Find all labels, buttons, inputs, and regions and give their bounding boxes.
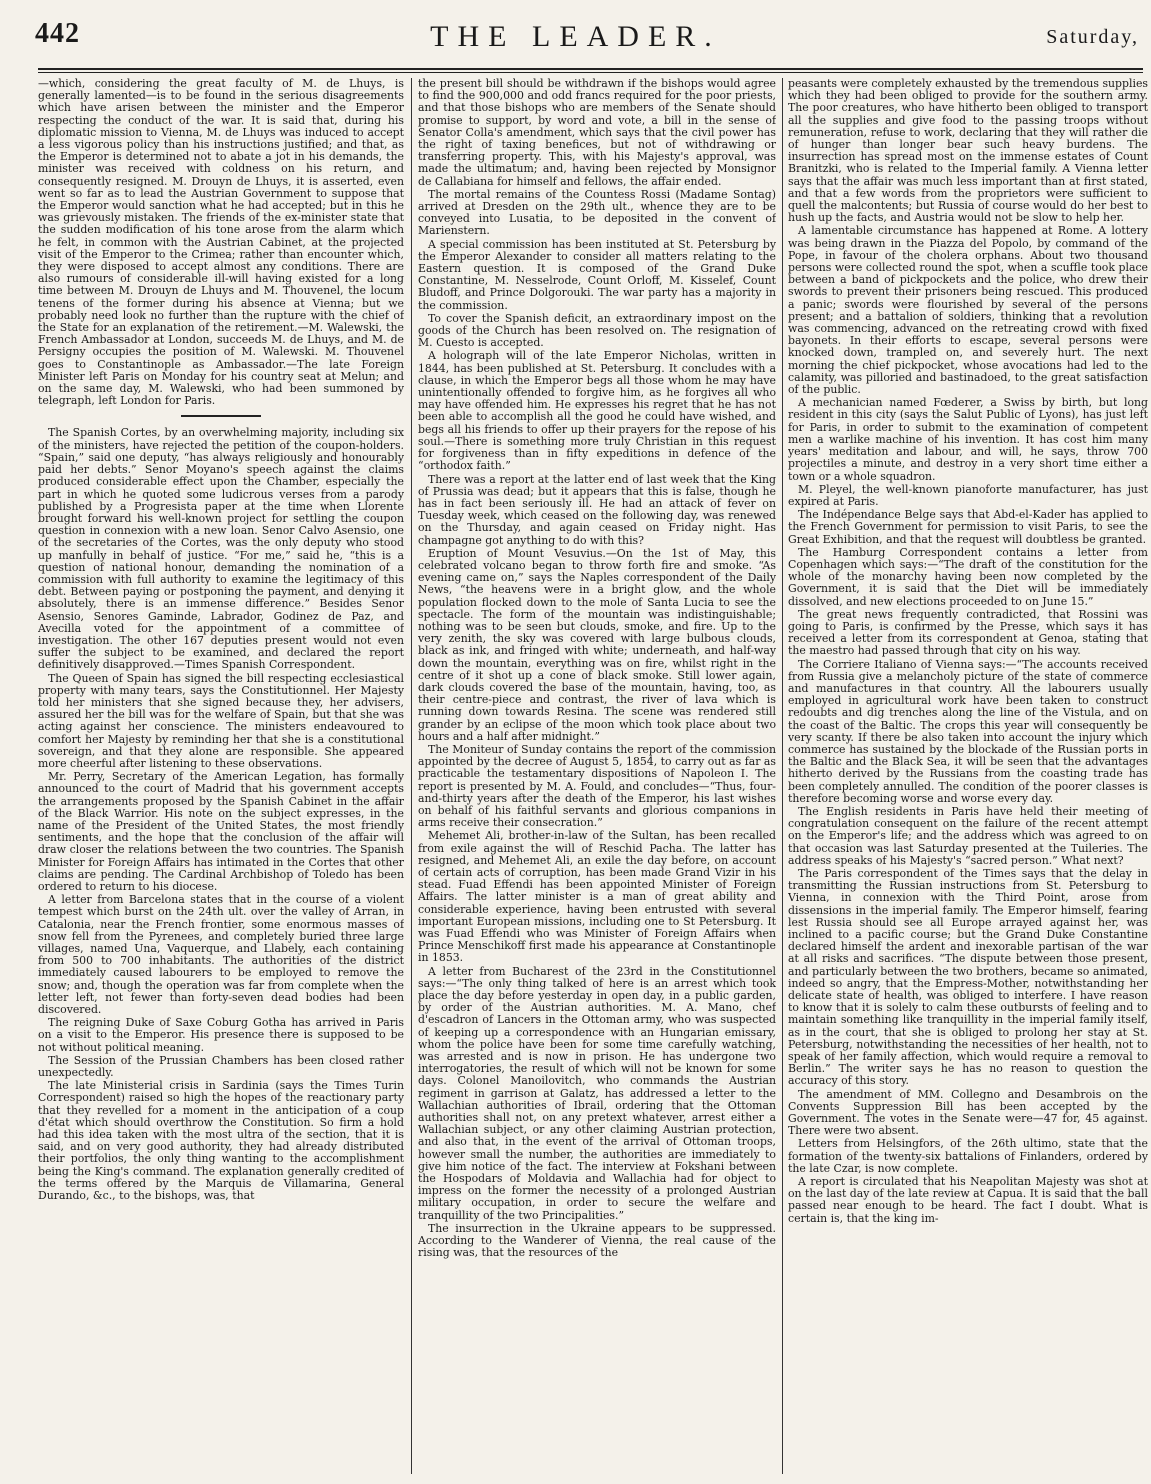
column-divider-1: [411, 78, 412, 1474]
article-paragraph: The Corriere Italiano of Vienna says:—“The accounts received from Russia give a melancholy picture of the state of commerce and manufactures in that country. All the labourers usually employed in agricultural work have been taken to construct redoubts and dig trenches along the line of the Vistula, and on the coast of the Baltic. The crops this year will consequently be very scanty. If there be also taken into account the injury which commerce has sustained by the blockade of the Russian ports in the Baltic and the Black Sea, it will be seen that the advantages hitherto derived by the Russians from the coasting trade has been completely annulled. The condition of the poorer classes is therefore becoming worse and worse every day.: [788, 657, 1148, 805]
header-rule: [38, 68, 1143, 70]
header-rule-thin: [38, 72, 1143, 73]
article-paragraph: The amendment of MM. Collegno and Desambrois on the Convents Suppression Bill has been accepted by the Government. The votes in the Senate were—47 for, 45 against. There were two absent.: [788, 1087, 1148, 1138]
issue-day: Saturday,: [1046, 26, 1139, 48]
article-paragraph: The Indépendance Belge says that Abd-el-Kader has applied to the French Government for permission to visit Paris, to see the Great Exhibition, and that the request will doubtless be granted.: [788, 508, 1148, 546]
article-paragraph: The late Ministerial crisis in Sardinia (says the Times Turin Correspondent) raised so high the hopes of the reactionary party that they revelled for a moment in the anticipation of a coup d'état which should overthrow the Constitution. So firm a hold had this idea taken with the most ultra of the section, that it is said, and on very good authority, they had already distributed their portfolios, the only thing wanting to the accomplishment being the King's command. The explanation generally credited of the terms offered by the Marquis de Villamarina, General Durando, &c., to the bishops, was, that: [38, 1079, 404, 1203]
article-paragraph: The Queen of Spain has signed the bill respecting ecclesiastical property with many tears, says the Constitutionnel. Her Majesty told her ministers that she signed because they, her advisers, assured her the bill was for the welfare of Spain, but that she was acting against her conscience. The ministers endeavoured to comfort her Majesty by reminding her that she is a constitutional sovereign, and that they alone are responsible. She appeared more cheerful after listening to these observations.: [38, 671, 404, 770]
column-3: [788, 78, 1148, 1476]
newspaper-title: THE LEADER.: [430, 20, 721, 53]
article-paragraph: A special commission has been instituted at St. Petersburg by the Emperor Alexander to consider all matters relating to the Eastern question. It is composed of the Grand Duke Constantine, M. Nesselrode, Count Orloff, M. Kisselef, Count Bludoff, and Prince Dolgorouki. The war party has a majority in the commission.: [418, 237, 776, 312]
article-paragraph: A holograph will of the late Emperor Nicholas, written in 1844, has been published at St. Petersburg. It concludes with a clause, in which the Emperor begs all those whom he may have unintentionally offended to forgive him, as he forgives all who may have offended him. He expresses his regret that he has not been able to accomplish all the good he could have wished, and begs all his friends to offer up their prayers for the repose of his soul.—There is something more truly Christian in this request for forgiveness than in fifty expeditions in defence of the “orthodox faith.”: [418, 349, 776, 473]
article-paragraph: The great news frequently contradicted, that Rossini was going to Paris, is confirmed by the Presse, which says it has received a letter from its correspondent at Genoa, stating that the maestro had passed through that city on his way.: [788, 607, 1148, 658]
article-paragraph: The mortal remains of the Countess Rossi (Madame Sontag) arrived at Dresden on the 29th ult., whence they are to be conveyed into Lusatia, to be deposited in the convent of Marienstern.: [418, 187, 776, 238]
article-paragraph: The Moniteur of Sunday contains the report of the commission appointed by the decree of August 5, 1854, to carry out as far as practicable the testamentary dispositions of Napoleon I. The report is presented by M. A. Fould, and concludes—“Thus, four-and-thirty years after the death of the Emperor, his last wishes on behalf of his faithful servants and glorious companions in arms receive their consecration.”: [418, 742, 776, 830]
article-paragraph: —which, considering the great faculty of M. de Lhuys, is generally lamented—is to be found in the serious disagreements which have arisen between the minister and the Emperor respecting the conduct of the war. It is said that, during his diplomatic mission to Vienna, M. de Lhuys was induced to accept a less vigorous policy than his instructions justified; and that, as the Emperor is determined not to abate a jot in his demands, the minister was received with coldness on his return, and consequently resigned. M. Drouyn de Lhuys, it is asserted, even went so far as to lead the Austrian Government to suppose that the Emperor would sanction what he had accepted; but in this he was grievously mistaken. The friends of the ex-minister state that the sudden modification of his tone arose from the alarm which he felt, in common with the Austrian Cabinet, at the projected visit of the Emperor to the Crimea; rather than encounter which, they were disposed to accept almost any conditions. There are also rumours of considerable ill-will having existed for a long time between M. Drouyn de Lhuys and M. Thouvenel, the locum tenens of the former during his absence at Vienna; but we probably need look no further than the rupture with the chief of the State for an explanation of the retirement.—M. Walewski, the French Ambassador at London, succeeds M. de Lhuys, and M. de Persigny occupies the position of M. Walewski. M. Thouvenel goes to Constantinople as Ambassador.—The late Foreign Minister left Paris on Monday for his country seat at Melun; and on the same day, M. Walewski, who had been summoned by telegraph, left London for Paris.: [38, 78, 404, 408]
article-paragraph: peasants were completely exhausted by the tremendous supplies which they had been obliged to provide for the southern army. The poor creatures, who have hitherto been obliged to transport all the supplies and give food to the passing troops without remuneration, refuse to work, declaring that they will rather die of hunger than longer bear such heavy burdens. The insurrection has spread most on the immense estates of Count Branitzki, who is related to the Imperial family. A Vienna letter says that the affair was much less important than at first stated, and that a few words from the proprietors were sufficient to quell the malcontents; but Russia of course would do her best to hush up the facts, and Austria would not be slow to help her.: [788, 78, 1148, 225]
article-paragraph: To cover the Spanish deficit, an extraordinary impost on the goods of the Church has been resolved on. The resignation of M. Cuesto is accepted.: [418, 311, 776, 350]
article-paragraph: A letter from Barcelona states that in the course of a violent tempest which burst on the 24th ult. over the valley of Arran, in Catalonia, near the French frontier, some enormous masses of snow fell from the Pyrenees, and completely buried three large villages, named Una, Vaquerque, and Llabely, each containing from 500 to 700 inhabitants. The authorities of the district immediately caused labourers to be employed to remove the snow; and, though the operation was far from complete when the letter left, not fewer than forty-seven dead bodies had been discovered.: [38, 893, 404, 1017]
article-separator: [181, 415, 261, 417]
article-paragraph: A mechanician named Fœderer, a Swiss by birth, but long resident in this city (says the Salut Public of Lyons), has just left for Paris, in order to submit to the examination of competent men a warlike machine of his invention. It has cost him many years' meditation and labour, and will, he says, throw 700 projectiles a minute, and destroy in a very short time either a town or a whole squadron.: [788, 396, 1148, 483]
masthead: [0, 0, 1151, 70]
article-paragraph: Letters from Helsingfors, of the 26th ultimo, state that the formation of the twenty-six battalions of Finlanders, ordered by the late Czar, is now complete.: [788, 1137, 1148, 1175]
article-paragraph: The Session of the Prussian Chambers has been closed rather unexpectedly.: [38, 1053, 404, 1080]
article-paragraph: M. Pleyel, the well-known pianoforte manufacturer, has just expired at Paris.: [788, 482, 1148, 508]
article-paragraph: The reigning Duke of Saxe Coburg Gotha has arrived in Paris on a visit to the Emperor. His presence there is supposed to be not without political meaning.: [38, 1016, 404, 1054]
article-paragraph: There was a report at the latter end of last week that the King of Prussia was dead; but it appears that this is false, though he has in fact been seriously ill. He had an attack of fever on Tuesday week, which ceased on the following day, was renewed on the Thursday, and again ceased on Friday night. Has champagne got anything to do with this?: [418, 472, 776, 547]
article-paragraph: A letter from Bucharest of the 23rd in the Constitutionnel says:—“The only thing talked of here is an arrest which took place the day before yesterday in open day, in a public garden, by order of the Austrian authorities. M. A. Mano, chef d'escadron of Lancers in the Ottoman army, who was suspected of keeping up a correspondence with an Hungarian emissary, whom the police have been for some time carefully watching, was arrested and is now in prison. He has undergone two interrogatories, the result of which will not be known for some days. Colonel Manoilovitch, who commands the Austrian regiment in garrison at Galatz, has addressed a letter to the Wallachian authorities of Ibrail, ordering that the Ottoman authorities shall not, on any pretext whatever, arrest either a Wallachian subject, or any other claiming Austrian protection, and also that, in the event of the arrival of Ottoman troops, however small the number, the authorities are immediately to give him notice of the fact. The interview at Fokshani between the Hospodars of Moldavia and Wallachia had for object to impress on the former the necessity of a prolonged Austrian military occupation, in order to secure the welfare and tranquillity of the two Principalities.”: [418, 964, 776, 1222]
article-paragraph: A report is circulated that his Neapolitan Majesty was shot at on the last day of the late review at Capua. It is said that the ball passed near enough to be heard. The fact I doubt. What is certain is, that the king im-: [788, 1175, 1148, 1225]
article-paragraph: the present bill should be withdrawn if the bishops would agree to find the 900,000 and odd francs required for the poor priests, and that those bishops who are members of the Senate should promise to support, by word and vote, a bill in the sense of Senator Colla's amendment, which says that the civil power has the right of taxing benefices, but not of withdrawing or transferring property. This, with his Majesty's approval, was made the ultimatum; and, having been rejected by Monsignor de Callabiana for himself and fellows, the affair ended.: [418, 78, 776, 188]
article-paragraph: The insurrection in the Ukraine appears to be suppressed. According to the Wanderer of Vienna, the real cause of the rising was, that the resources of the: [418, 1221, 776, 1260]
column-divider-2: [782, 78, 783, 1474]
article-paragraph: A lamentable circumstance has happened at Rome. A lottery was being drawn in the Piazza del Popolo, by command of the Pope, in favour of the cholera orphans. About two thousand persons were collected round the spot, when a scuffle took place between a band of pickpockets and the police, who drew their swords to prevent their prisoners being rescued. This produced a panic; swords were flourished by several of the persons present; and a battalion of soldiers, thinking that a revolution was commencing, advanced on the retreating crowd with fixed bayonets. In their efforts to escape, several persons were knocked down, trampled on, and severely hurt. The next morning the chief pickpocket, whose avocations had led to the calamity, was pilloried and bastinadoed, to the great satisfaction of the public.: [788, 224, 1148, 397]
article-paragraph: Eruption of Mount Vesuvius.—On the 1st of May, this celebrated volcano began to throw forth fire and smoke. “As evening came on,” says the Naples correspondent of the Daily News, “the heavens were in a bright glow, and the whole population flocked down to the mole of Santa Lucia to see the spectacle. The form of the mountain was indistinguishable; nothing was to be seen but clouds, smoke, and fire. Up to the very zenith, the sky was covered with large bulbous clouds, black as ink, and fringed with white; underneath, and half-way down the mountain, everything was on fire, whilst right in the centre of it shot up a cone of black smoke. Still lower again, dark clouds covered the base of the mountain, having, too, as their centre-piece and contrast, the river of lava which is running down towards Resina. The scene was rendered still grander by an eclipse of the moon which took place about two hours and a half after midnight.”: [418, 546, 776, 743]
article-paragraph: Mehemet Ali, brother-in-law of the Sultan, has been recalled from exile against the will of Reschid Pacha. The latter has resigned, and Mehemet Ali, an exile the day before, on account of certain acts of corruption, has been made Grand Vizir in his stead. Fuad Effendi has been appointed Minister of Foreign Affairs. The latter minister is a man of great ability and considerable experience, having been entrusted with several important European missions, including one to St Petersburg. It was Fuad Effendi who was Minister of Foreign Affairs when Prince Menschikoff first made his appearance at Constantinople in 1853.: [418, 829, 776, 965]
article-paragraph: The Paris correspondent of the Times says that the delay in transmitting the Russian instructions from St. Petersburg to Vienna, in connexion with the Third Point, arose from dissensions in the imperial family. The Emperor himself, fearing lest Russia should see all Europe arrayed against her, was inclined to a pacific course; but the Grand Duke Constantine declared himself the ardent and inexorable partisan of the war at all risks and sacrifices. “The dispute between those present, and particularly between the two brothers, became so animated, indeed so angry, that the Empress-Mother, notwithstanding her delicate state of health, was obliged to interfere. I have reason to know that it is solely to calm these outbursts of feeling and to maintain something like tranquillity in the imperial family itself, as in the court, that she is obliged to prolong her stay at St. Petersburg, notwithstanding the necessities of her health, not to speak of her family affection, which would require a removal to Berlin.” The writer says he has no reason to question the accuracy of this story.: [788, 867, 1148, 1088]
page-number: 442: [35, 18, 80, 49]
column-2: [418, 78, 776, 1476]
column-1: [38, 78, 404, 1476]
article-paragraph: The English residents in Paris have held their meeting of congratulation consequent on the failure of the recent attempt on the Emperor's life; and the address which was agreed to on that occasion was last Saturday presented at the Tuileries. The address speaks of his Majesty's “sacred person.” What next?: [788, 804, 1148, 867]
article-paragraph: The Spanish Cortes, by an overwhelming majority, including six of the ministers, have rejected the petition of the coupon-holders. “Spain,” said one deputy, “has always religiously and honourably paid her debts.” Senor Moyano's speech against the claims produced considerable effect upon the Chamber, especially the part in which he quoted some ludicrous verses from a parody published by a Progresista paper at the time when Llorente brought forward his well-known project for settling the coupon question in connexion with a new loan. Senor Calvo Asensio, one of the secretaries of the Cortes, was the only deputy who stood up manfully in behalf of justice. “For me,” said he, “this is a question of national honour, demanding the nomination of a commission with full authority to examine the legitimacy of this debt. Between paying or postponing the payment, and denying it absolutely, there is an immense difference.” Besides Senor Asensio, Senores Gaminde, Labrador, Godinez de Paz, and Avecilla voted for the appointment of a committee of investigation. The other 167 deputies present would not even suffer the subject to be examined, and declared the report definitively disapproved.—Times Spanish Correspondent.: [38, 426, 404, 672]
article-paragraph: The Hamburg Correspondent contains a letter from Copenhagen which says:—“The draft of the constitution for the whole of the monarchy having been now completed by the Government, it is said that the Diet will be immediately dissolved, and new elections proceeded to on June 15.”: [788, 545, 1148, 608]
article-paragraph: Mr. Perry, Secretary of the American Legation, has formally announced to the court of Madrid that his government accepts the arrangements proposed by the Spanish Cabinet in the affair of the Black Warrior. His note on the subject expresses, in the name of the President of the United States, the most friendly sentiments, and the hope that the conclusion of the affair will draw closer the relations between the two countries. The Spanish Minister for Foreign Affairs has intimated in the Cortes that other claims are pending. The Cardinal Archbishop of Toledo has been ordered to return to his diocese.: [38, 770, 404, 893]
